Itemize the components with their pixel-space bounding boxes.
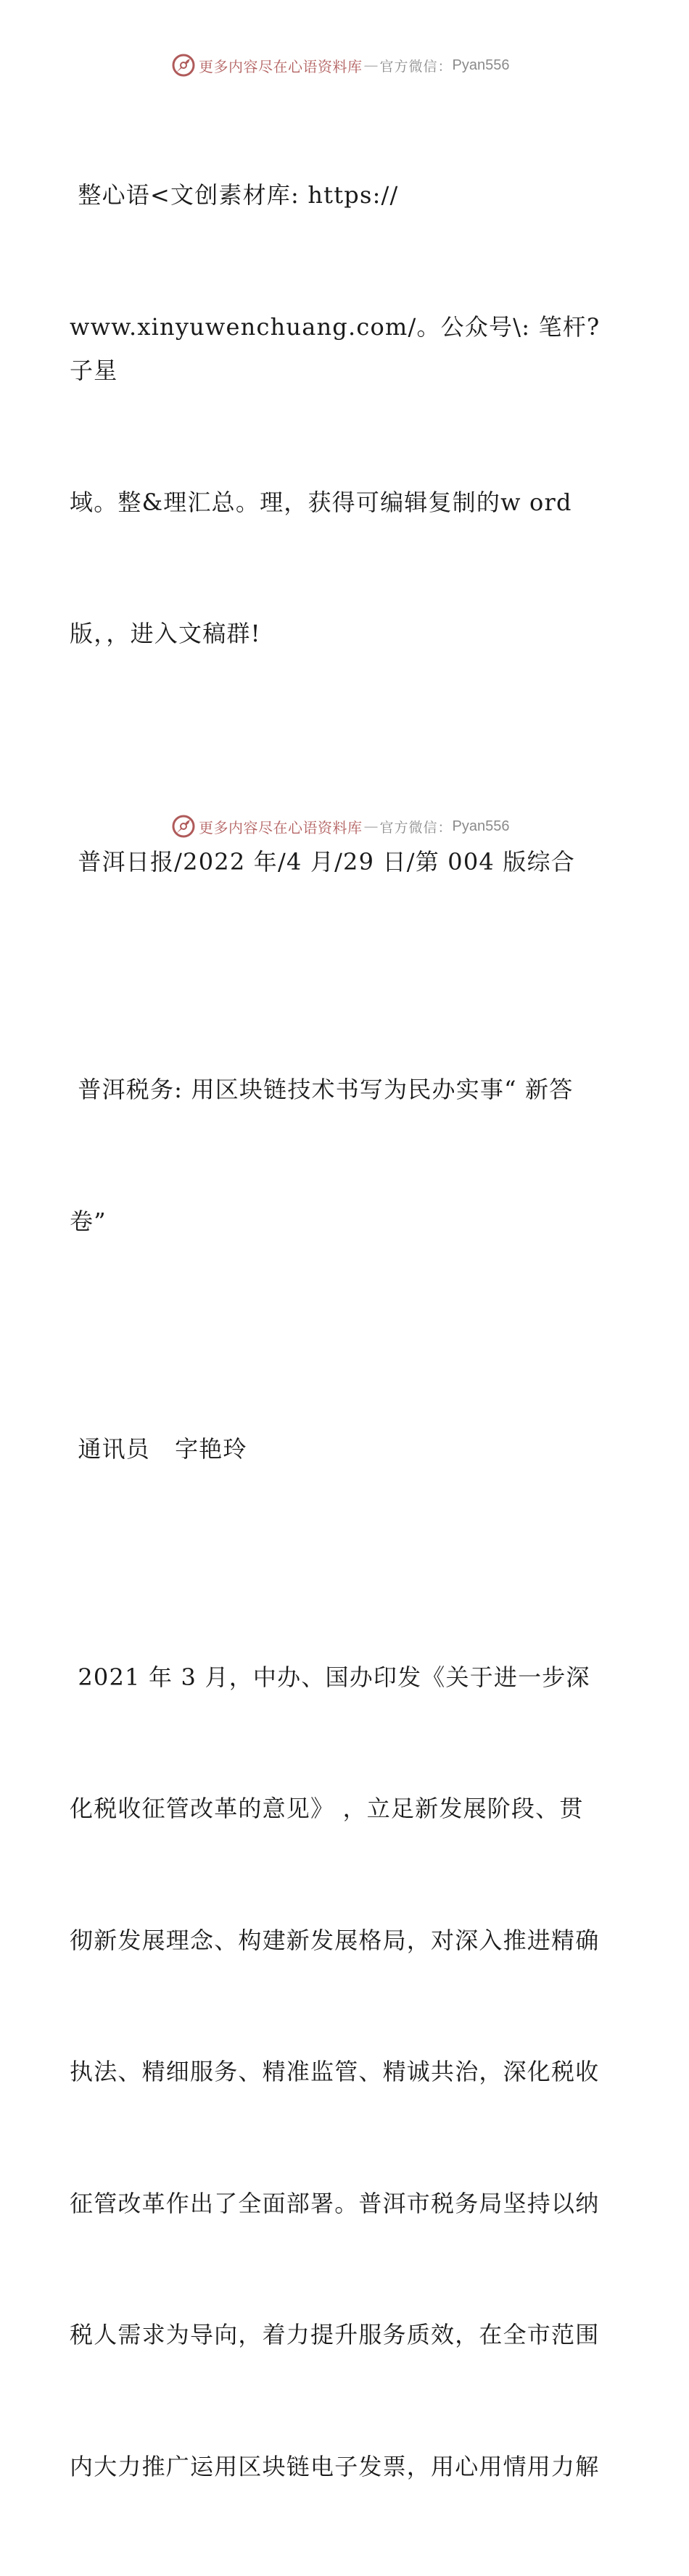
wechat-id: Pyan556 [453, 818, 510, 835]
text-line: 通讯员 字艳玲 [70, 1427, 621, 1471]
banner-separator: — [364, 57, 379, 74]
text-line: 版，，进入文稿群! [70, 612, 621, 656]
text-line: www.xinyuwenchuang.com/。公众号\: 笔杆?子星 [70, 305, 621, 393]
text-line: 彻新发展理念、构建新发展格局，对深入推进精确 [70, 1919, 621, 1963]
article-title [70, 980, 621, 1331]
text-line: 执法、精细服务、精准监管、精诚共治，深化税收 [70, 2050, 621, 2094]
header-banner [171, 51, 509, 80]
footer-banner [171, 812, 509, 841]
intro-paragraph [70, 86, 621, 744]
text-line: 普洱日报/2022 年/4 月/29 日/第 004 版综合 [70, 840, 621, 884]
banner-text: 更多内容尽在心语资料库 [199, 55, 363, 76]
text-line: 征管改革作出了全面部署。普洱市税务局坚持以纳 [70, 2182, 621, 2226]
wechat-label: 官方微信： [380, 56, 453, 75]
text-line: 2021 年 3 月，中办、国办印发《关于进一步深 [70, 1655, 621, 1700]
text-line: 普洱税务: 用区块链技术书写为民办实事“ 新答 [70, 1068, 621, 1112]
document-body [70, 86, 621, 2576]
source-line [70, 752, 621, 972]
text-line: 内大力推广运用区块链电子发票，用心用情用力解 [70, 2445, 621, 2489]
wechat-id: Pyan556 [453, 57, 510, 74]
byline [70, 1339, 621, 1559]
wechat-label: 官方微信： [380, 817, 453, 836]
text-line: 税人需求为导向，着力提升服务质效，在全市范围 [70, 2313, 621, 2357]
text-line: 整心语<文创素材库: https:// [70, 173, 621, 217]
brush-circle-logo-icon [171, 53, 196, 78]
body-paragraph [70, 1568, 621, 2576]
brush-circle-logo-icon [171, 814, 196, 839]
text-line: 域。整&理汇总。理，获得可编辑复制的w ord [70, 481, 621, 525]
text-line: 化税收征管改革的意见》 ，立足新发展阶段、贯 [70, 1787, 621, 1831]
text-line: 卷” [70, 1200, 621, 1244]
banner-separator: — [364, 818, 379, 835]
banner-text: 更多内容尽在心语资料库 [199, 816, 363, 837]
